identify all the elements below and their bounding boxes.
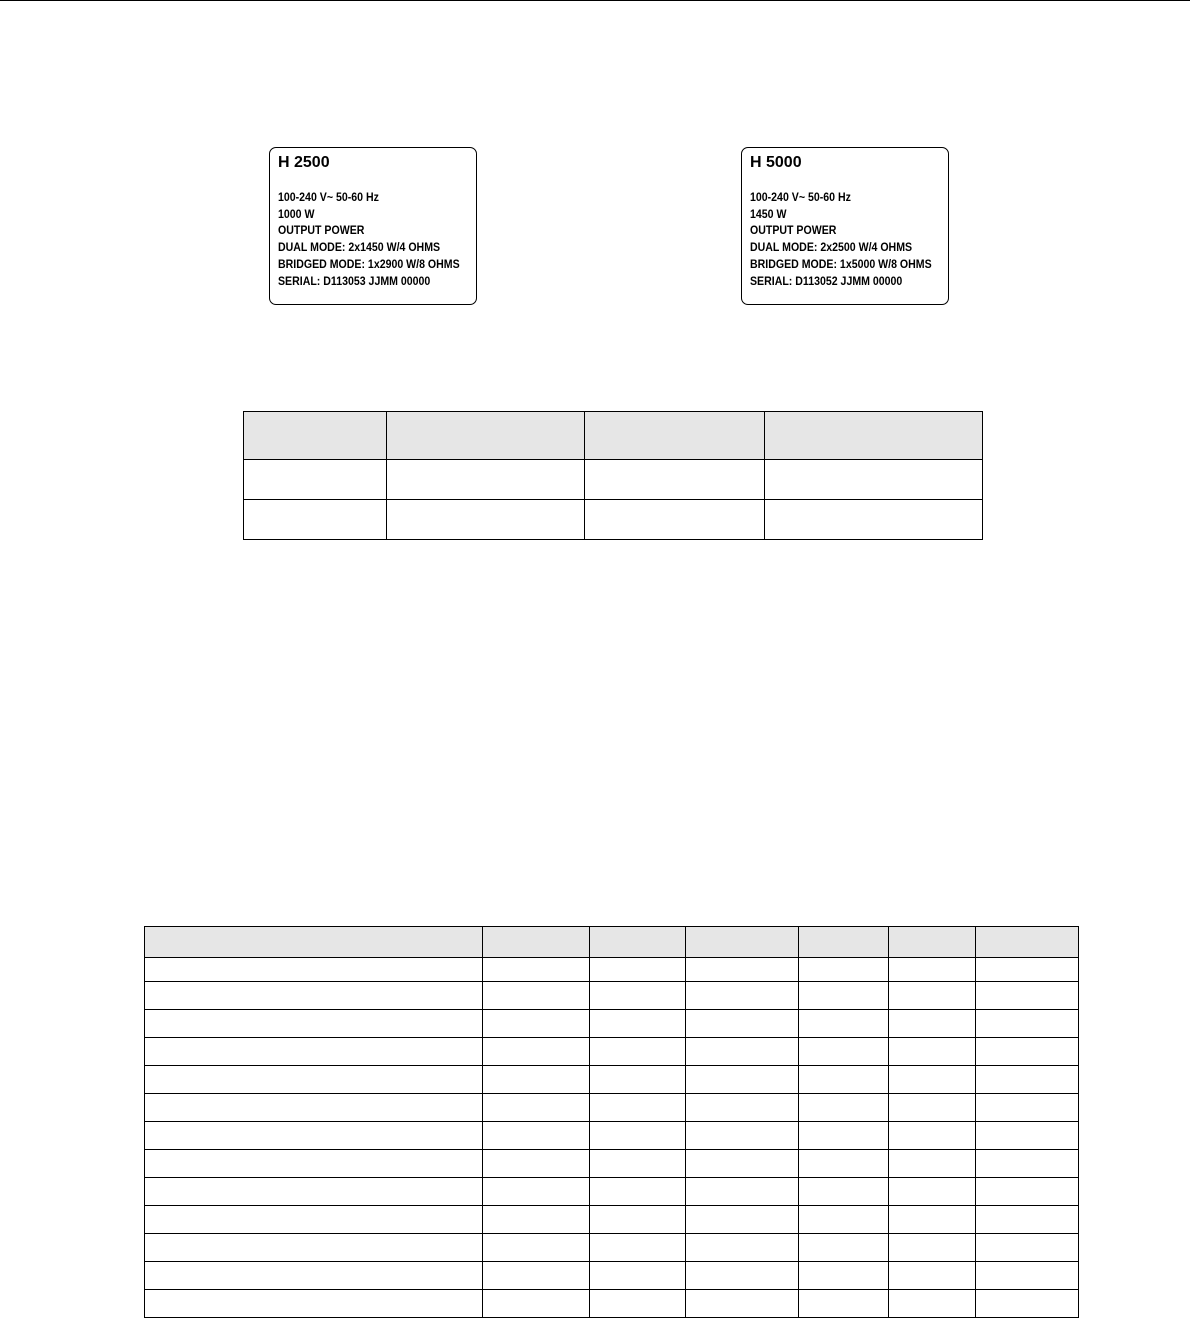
table-cell: [976, 982, 1079, 1010]
table-cell: [889, 1262, 976, 1290]
table-cell: [585, 460, 765, 500]
label-voltage-line: 100-240 V~ 50-60 Hz: [750, 192, 851, 204]
table-header-cell: [686, 927, 799, 958]
table-cell: [799, 1066, 889, 1094]
table-cell: [686, 1010, 799, 1038]
table-cell: [590, 1206, 686, 1234]
table-cell: [590, 1262, 686, 1290]
table-cell: [889, 1066, 976, 1094]
table-row: [145, 1150, 1079, 1178]
table-header-cell: [585, 412, 765, 460]
table-cell: [799, 1122, 889, 1150]
table-cell: [799, 1038, 889, 1066]
label-serial-line: SERIAL: D113053 JJMM 00000: [278, 275, 431, 288]
table-cell: [483, 1150, 590, 1178]
table-cell: [889, 958, 976, 982]
table-cell: [686, 982, 799, 1010]
table-cell: [483, 1262, 590, 1290]
table-cell: [590, 958, 686, 982]
table-cell: [590, 1150, 686, 1178]
label-output-power-line: OUTPUT POWER: [278, 225, 365, 238]
label-bridged-mode-line: BRIDGED MODE: 1x2900 W/8 OHMS: [278, 258, 460, 271]
label-model-name: H 2500: [278, 154, 330, 171]
table-cell: [483, 958, 590, 982]
table-cell: [799, 1178, 889, 1206]
table-cell: [976, 1206, 1079, 1234]
table-cell: [590, 1010, 686, 1038]
table-cell: [590, 982, 686, 1010]
table-cell: [590, 1122, 686, 1150]
label-output-power-line: OUTPUT POWER: [750, 225, 837, 238]
table-cell: [686, 1178, 799, 1206]
table-cell: [145, 1178, 483, 1206]
table-cell: [590, 1290, 686, 1318]
table-header-cell: [145, 927, 483, 958]
table-cell: [976, 1150, 1079, 1178]
table-row: [145, 1038, 1079, 1066]
table-cell: [686, 1290, 799, 1318]
table-cell: [145, 1206, 483, 1234]
table-cell: [686, 1094, 799, 1122]
table-cell: [483, 1290, 590, 1318]
table-cell: [799, 1262, 889, 1290]
table-cell: [976, 1290, 1079, 1318]
table-cell: [483, 1066, 590, 1094]
table-cell: [799, 1094, 889, 1122]
table-header-cell: [799, 927, 889, 958]
table-cell: [686, 1234, 799, 1262]
table-cell: [145, 1094, 483, 1122]
label-voltage-line: 100-240 V~ 50-60 Hz: [278, 192, 379, 204]
table-cell: [889, 1122, 976, 1150]
table-cell: [483, 1094, 590, 1122]
label-bridged-mode-line: BRIDGED MODE: 1x5000 W/8 OHMS: [750, 258, 932, 271]
table-cell: [889, 1178, 976, 1206]
table-cell: [799, 1206, 889, 1234]
table-cell: [483, 982, 590, 1010]
table-cell: [483, 1010, 590, 1038]
table-cell: [590, 1234, 686, 1262]
table-cell: [976, 1038, 1079, 1066]
table-cell: [483, 1206, 590, 1234]
table-row: [244, 460, 983, 500]
table-cell: [686, 1122, 799, 1150]
table-cell: [799, 982, 889, 1010]
table-cell: [483, 1122, 590, 1150]
table-cell: [976, 1234, 1079, 1262]
table-cell: [976, 1178, 1079, 1206]
table-header-cell: [889, 927, 976, 958]
table-cell: [799, 958, 889, 982]
label-dual-mode-line: DUAL MODE: 2x1450 W/4 OHMS: [278, 242, 441, 255]
table-header-cell: [765, 412, 983, 460]
table-header-cell: [483, 927, 590, 958]
table-cell: [483, 1038, 590, 1066]
small-table: [243, 411, 983, 540]
table-cell: [387, 500, 585, 540]
label-power-line: 1000 W: [278, 208, 315, 221]
table-cell: [889, 1038, 976, 1066]
table-cell: [145, 1234, 483, 1262]
rating-label-h2500: [269, 147, 477, 305]
table-row: [145, 1234, 1079, 1262]
table-cell: [889, 1150, 976, 1178]
table-cell: [889, 1094, 976, 1122]
table-cell: [145, 1150, 483, 1178]
table-cell: [145, 1122, 483, 1150]
table-cell: [590, 1066, 686, 1094]
table-header-cell: [387, 412, 585, 460]
table-cell: [765, 500, 983, 540]
table-row: [145, 1290, 1079, 1318]
large-table: [144, 926, 1079, 1318]
table-cell: [976, 958, 1079, 982]
table-cell: [976, 1010, 1079, 1038]
table-row: [145, 1122, 1079, 1150]
table-cell: [686, 1206, 799, 1234]
table-cell: [976, 1094, 1079, 1122]
table-cell: [686, 1150, 799, 1178]
table-row: [145, 1010, 1079, 1038]
table-row: [145, 1178, 1079, 1206]
table-cell: [244, 500, 387, 540]
table-header-cell: [244, 412, 387, 460]
table-cell: [686, 1038, 799, 1066]
table-cell: [387, 460, 585, 500]
page-top-rule: [0, 0, 1190, 1]
table-row: [145, 1094, 1079, 1122]
table-cell: [976, 1262, 1079, 1290]
table-cell: [686, 958, 799, 982]
table-cell: [145, 1038, 483, 1066]
table-cell: [686, 1066, 799, 1094]
label-power-line: 1450 W: [750, 208, 787, 221]
table-cell: [590, 1038, 686, 1066]
table-cell: [483, 1234, 590, 1262]
table-cell: [889, 1010, 976, 1038]
table-row: [145, 1066, 1079, 1094]
table-cell: [889, 1206, 976, 1234]
label-serial-line: SERIAL: D113052 JJMM 00000: [750, 275, 903, 288]
table-cell: [889, 1234, 976, 1262]
table-cell: [799, 1234, 889, 1262]
label-model-name: H 5000: [750, 154, 802, 171]
table-cell: [145, 1290, 483, 1318]
table-cell: [976, 1066, 1079, 1094]
table-row: [145, 982, 1079, 1010]
table-cell: [686, 1262, 799, 1290]
table-cell: [799, 1150, 889, 1178]
table-cell: [145, 1066, 483, 1094]
table-row: [145, 1262, 1079, 1290]
table-cell: [590, 1094, 686, 1122]
table-cell: [145, 1262, 483, 1290]
table-cell: [483, 1178, 590, 1206]
table-cell: [145, 958, 483, 982]
label-dual-mode-line: DUAL MODE: 2x2500 W/4 OHMS: [750, 242, 913, 255]
table-cell: [889, 1290, 976, 1318]
table-row: [145, 1206, 1079, 1234]
table-header-row: [244, 412, 983, 460]
table-cell: [799, 1010, 889, 1038]
rating-label-h5000: [741, 147, 949, 305]
table-cell: [145, 982, 483, 1010]
table-cell: [244, 460, 387, 500]
table-row: [145, 958, 1079, 982]
table-header-cell: [590, 927, 686, 958]
table-cell: [799, 1290, 889, 1318]
table-header-row: [145, 927, 1079, 958]
table-header-cell: [976, 927, 1079, 958]
table-row: [244, 500, 983, 540]
table-cell: [889, 982, 976, 1010]
table-cell: [590, 1178, 686, 1206]
table-cell: [765, 460, 983, 500]
table-cell: [976, 1122, 1079, 1150]
table-cell: [585, 500, 765, 540]
table-cell: [145, 1010, 483, 1038]
